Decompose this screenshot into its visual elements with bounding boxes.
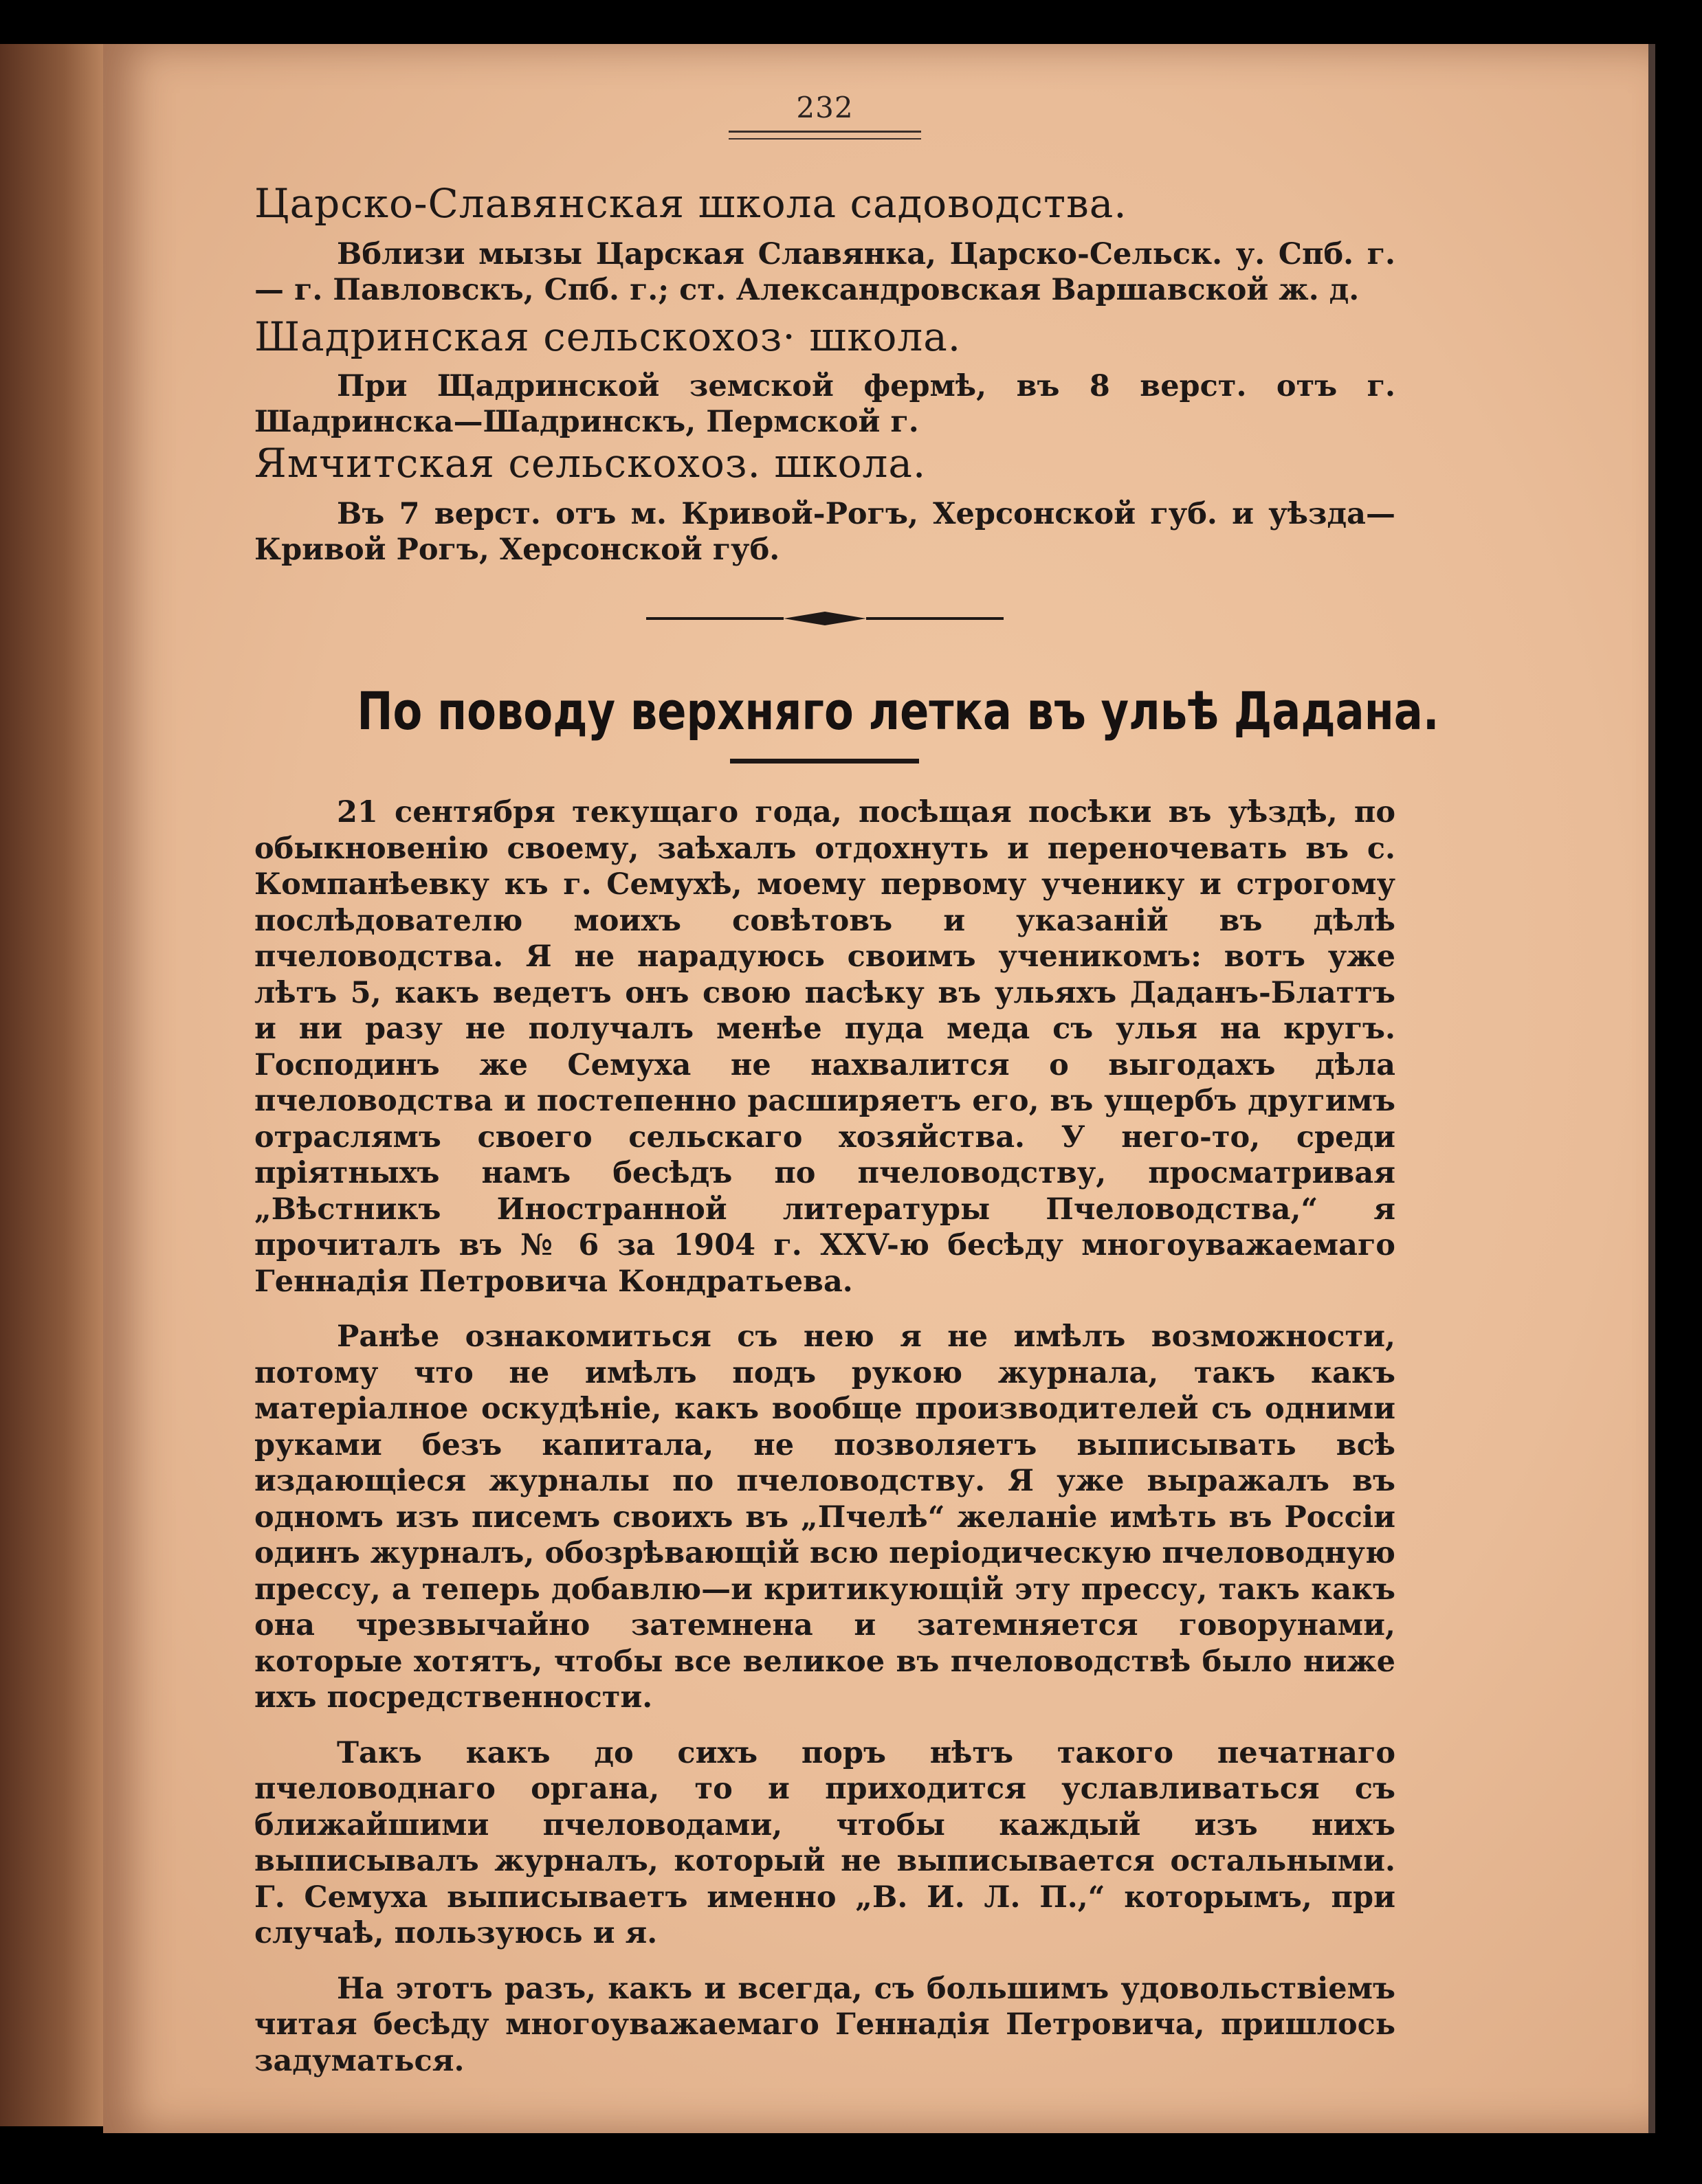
entry-address: Вблизи мызы Царская Славянка, Царско-Сельск. у. Спб. г.— г. Павловскъ, Спб. г.; ст. Александровская Варшавской ж. д.: [254, 237, 1395, 307]
paragraph: На этотъ разъ, какъ и всегда, съ большимъ удовольствіемъ читая бесѣду многоуважаемаго Геннадія Петровича, пришлось задуматься.: [254, 1971, 1395, 2078]
ornament-divider: [646, 605, 1004, 632]
title-rule: [730, 759, 919, 764]
page-number-rule: [729, 131, 921, 140]
entry-address: При Щадринской земской фермѣ, въ 8 верст. отъ г. Шадринска—Шадринскъ, Пермской г.: [254, 369, 1395, 439]
article-title: По поводу верхняго летка въ ульѣ Дадана.: [357, 680, 1439, 742]
entry-title: Царско-Славянская школа садоводства.: [254, 180, 1127, 227]
paragraph: Такъ какъ до сихъ поръ нѣтъ такого печатнаго пчеловоднаго органа, то и приходится уславливаться съ ближайшими пчеловодами, чтобы каждый изъ нихъ выписывалъ журналъ, который не выписывается остальными. Г. Семуха выписываетъ именно „В. И. Л. П.,“ которымъ, при случаѣ, пользуюсь и я.: [254, 1735, 1395, 1950]
entry-title: Шадринская сельскохоз· школа.: [254, 313, 962, 360]
book-spine: [0, 44, 117, 2126]
entry-address: Въ 7 верст. отъ м. Кривой-Рогъ, Херсонской губ. и уѣзда—Кривой Рогъ, Херсонской губ.: [254, 497, 1395, 567]
article-body: [254, 794, 1395, 2098]
page-edge: [1648, 44, 1655, 2133]
entry-title: Ямчитская сельскохоз. школа.: [254, 440, 927, 487]
page-number: 232: [796, 91, 854, 124]
paragraph: 21 сентября текущаго года, посѣщая посѣки въ уѣздѣ, по обыкновенію своему, заѣхалъ отдохнуть и переночевать въ с. Компанѣевку къ г. Семухѣ, моему первому ученику и строгому послѣдователю моихъ совѣтовъ и указаній въ дѣлѣ пчеловодства. Я не нарадуюсь своимъ ученикомъ: вотъ уже лѣтъ 5, какъ ведетъ онъ свою пасѣку въ ульяхъ Даданъ-Блаттъ и ни разу не получалъ менѣе пуда меда съ улья на кругъ. Господинъ же Семуха не нахвалится о выгодахъ дѣла пчеловодства и постепенно расширяетъ его, въ ущербъ другимъ отраслямъ своего сельскаго хозяйства. У него-то, среди пріятныхъ намъ бесѣдъ по пчеловодству, просматривая „Вѣстникъ Иностранной литературы Пчеловодства,“ я прочиталъ въ № 6 за 1904 г. XXV-ю бесѣду многоуважаемаго Геннадія Петровича Кондратьева.: [254, 795, 1395, 1299]
paragraph: Ранѣе ознакомиться съ нею я не имѣлъ возможности, потому что не имѣлъ подъ рукою журнала, такъ какъ матеріалное оскудѣніе, какъ вообще производителей съ одними руками безъ капитала, не позволяетъ выписывать всѣ издающіеся журналы по пчеловодству. Я уже выражалъ въ одномъ изъ писемъ своихъ въ „Пчелѣ“ желаніе имѣть въ Россіи одинъ журналъ, обозрѣвающій всю періодическую пчеловодную прессу, а теперь добавлю—и критикующій эту прессу, такъ какъ она чрезвычайно затемнена и затемняется говорунами, которые хотятъ, чтобы все великое въ пчеловодствѣ было ниже ихъ посредственности.: [254, 1319, 1395, 1715]
